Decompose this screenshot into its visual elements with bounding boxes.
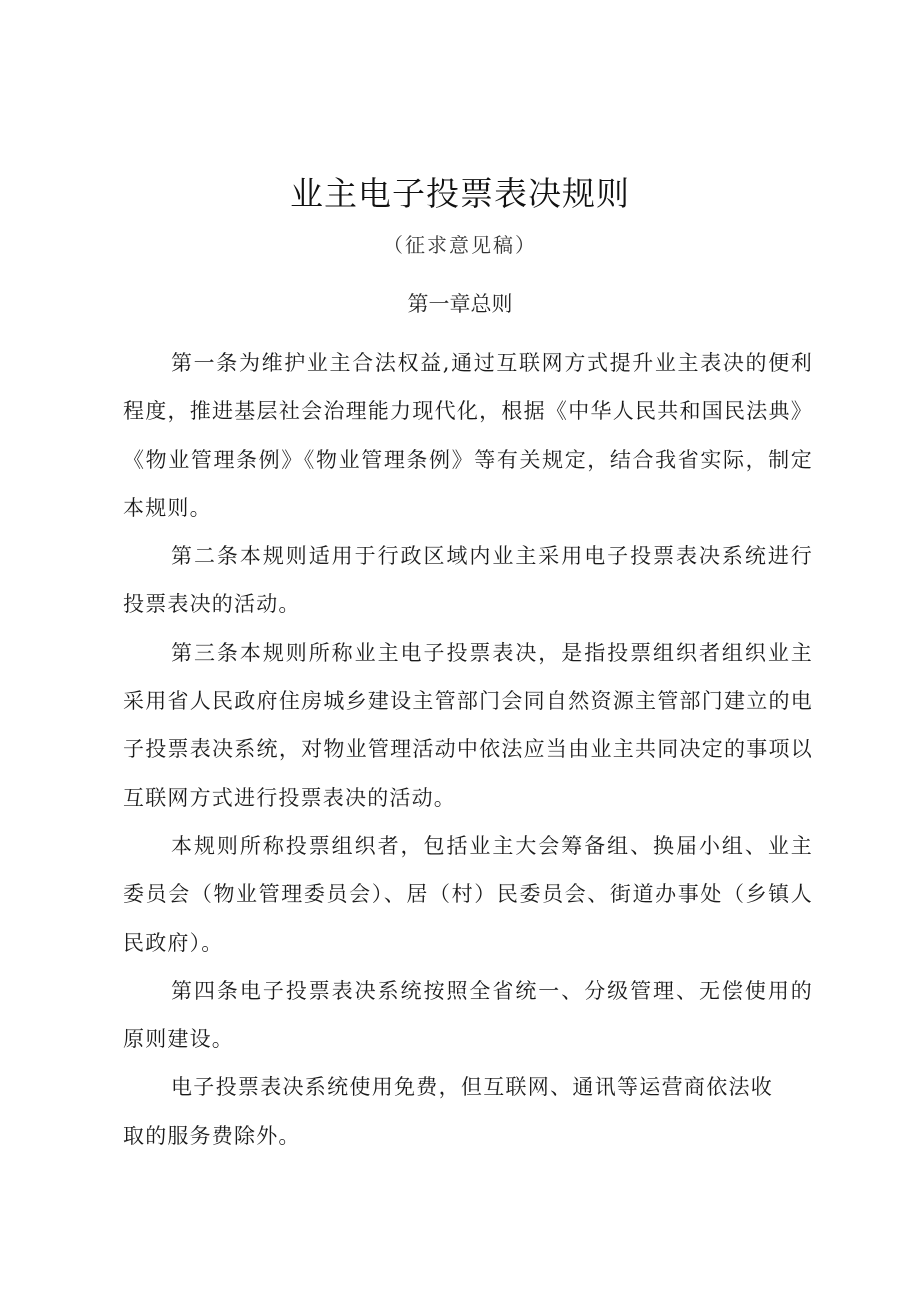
paragraph-article-2: 第二条本规则适用于行政区域内业主采用电子投票表决系统进行投票表决的活动。	[123, 544, 813, 617]
document-title: 业主电子投票表决规则	[290, 174, 630, 213]
paragraph-free-usage: 电子投票表决系统使用免费，但互联网、通讯等运营商依法收取的服务费除外。	[123, 1075, 773, 1148]
paragraph-article-3: 第三条本规则所称业主电子投票表决，是指投票组织者组织业主采用省人民政府住房城乡建设主管部门会同自然资源主管部门建立的电子投票表决系统，对物业管理活动中依法应当由业主共同决定的事项以互联网方式进行投票表决的活动。	[123, 640, 813, 810]
chapter-heading: 第一章总则	[407, 292, 513, 316]
paragraph-article-1: 第一条为维护业主合法权益,通过互联网方式提升业主表决的便利程度，推进基层社会治理能力现代化，根据《中华人民共和国民法典》《物业管理条例》《物业管理条例》等有关规定，结合我省实际，制定本规则。	[123, 351, 813, 520]
document-body	[123, 339, 813, 1160]
paragraph-organizers: 本规则所称投票组织者，包括业主大会筹备组、换届小组、业主委员会（物业管理委员会）、居（村）民委员会、街道办事处（乡镇人民政府）。	[123, 833, 813, 955]
document-subtitle: （征求意见稿）	[383, 233, 537, 257]
paragraph-article-4: 第四条电子投票表决系统按照全省统一、分级管理、无偿使用的原则建设。	[123, 978, 813, 1052]
